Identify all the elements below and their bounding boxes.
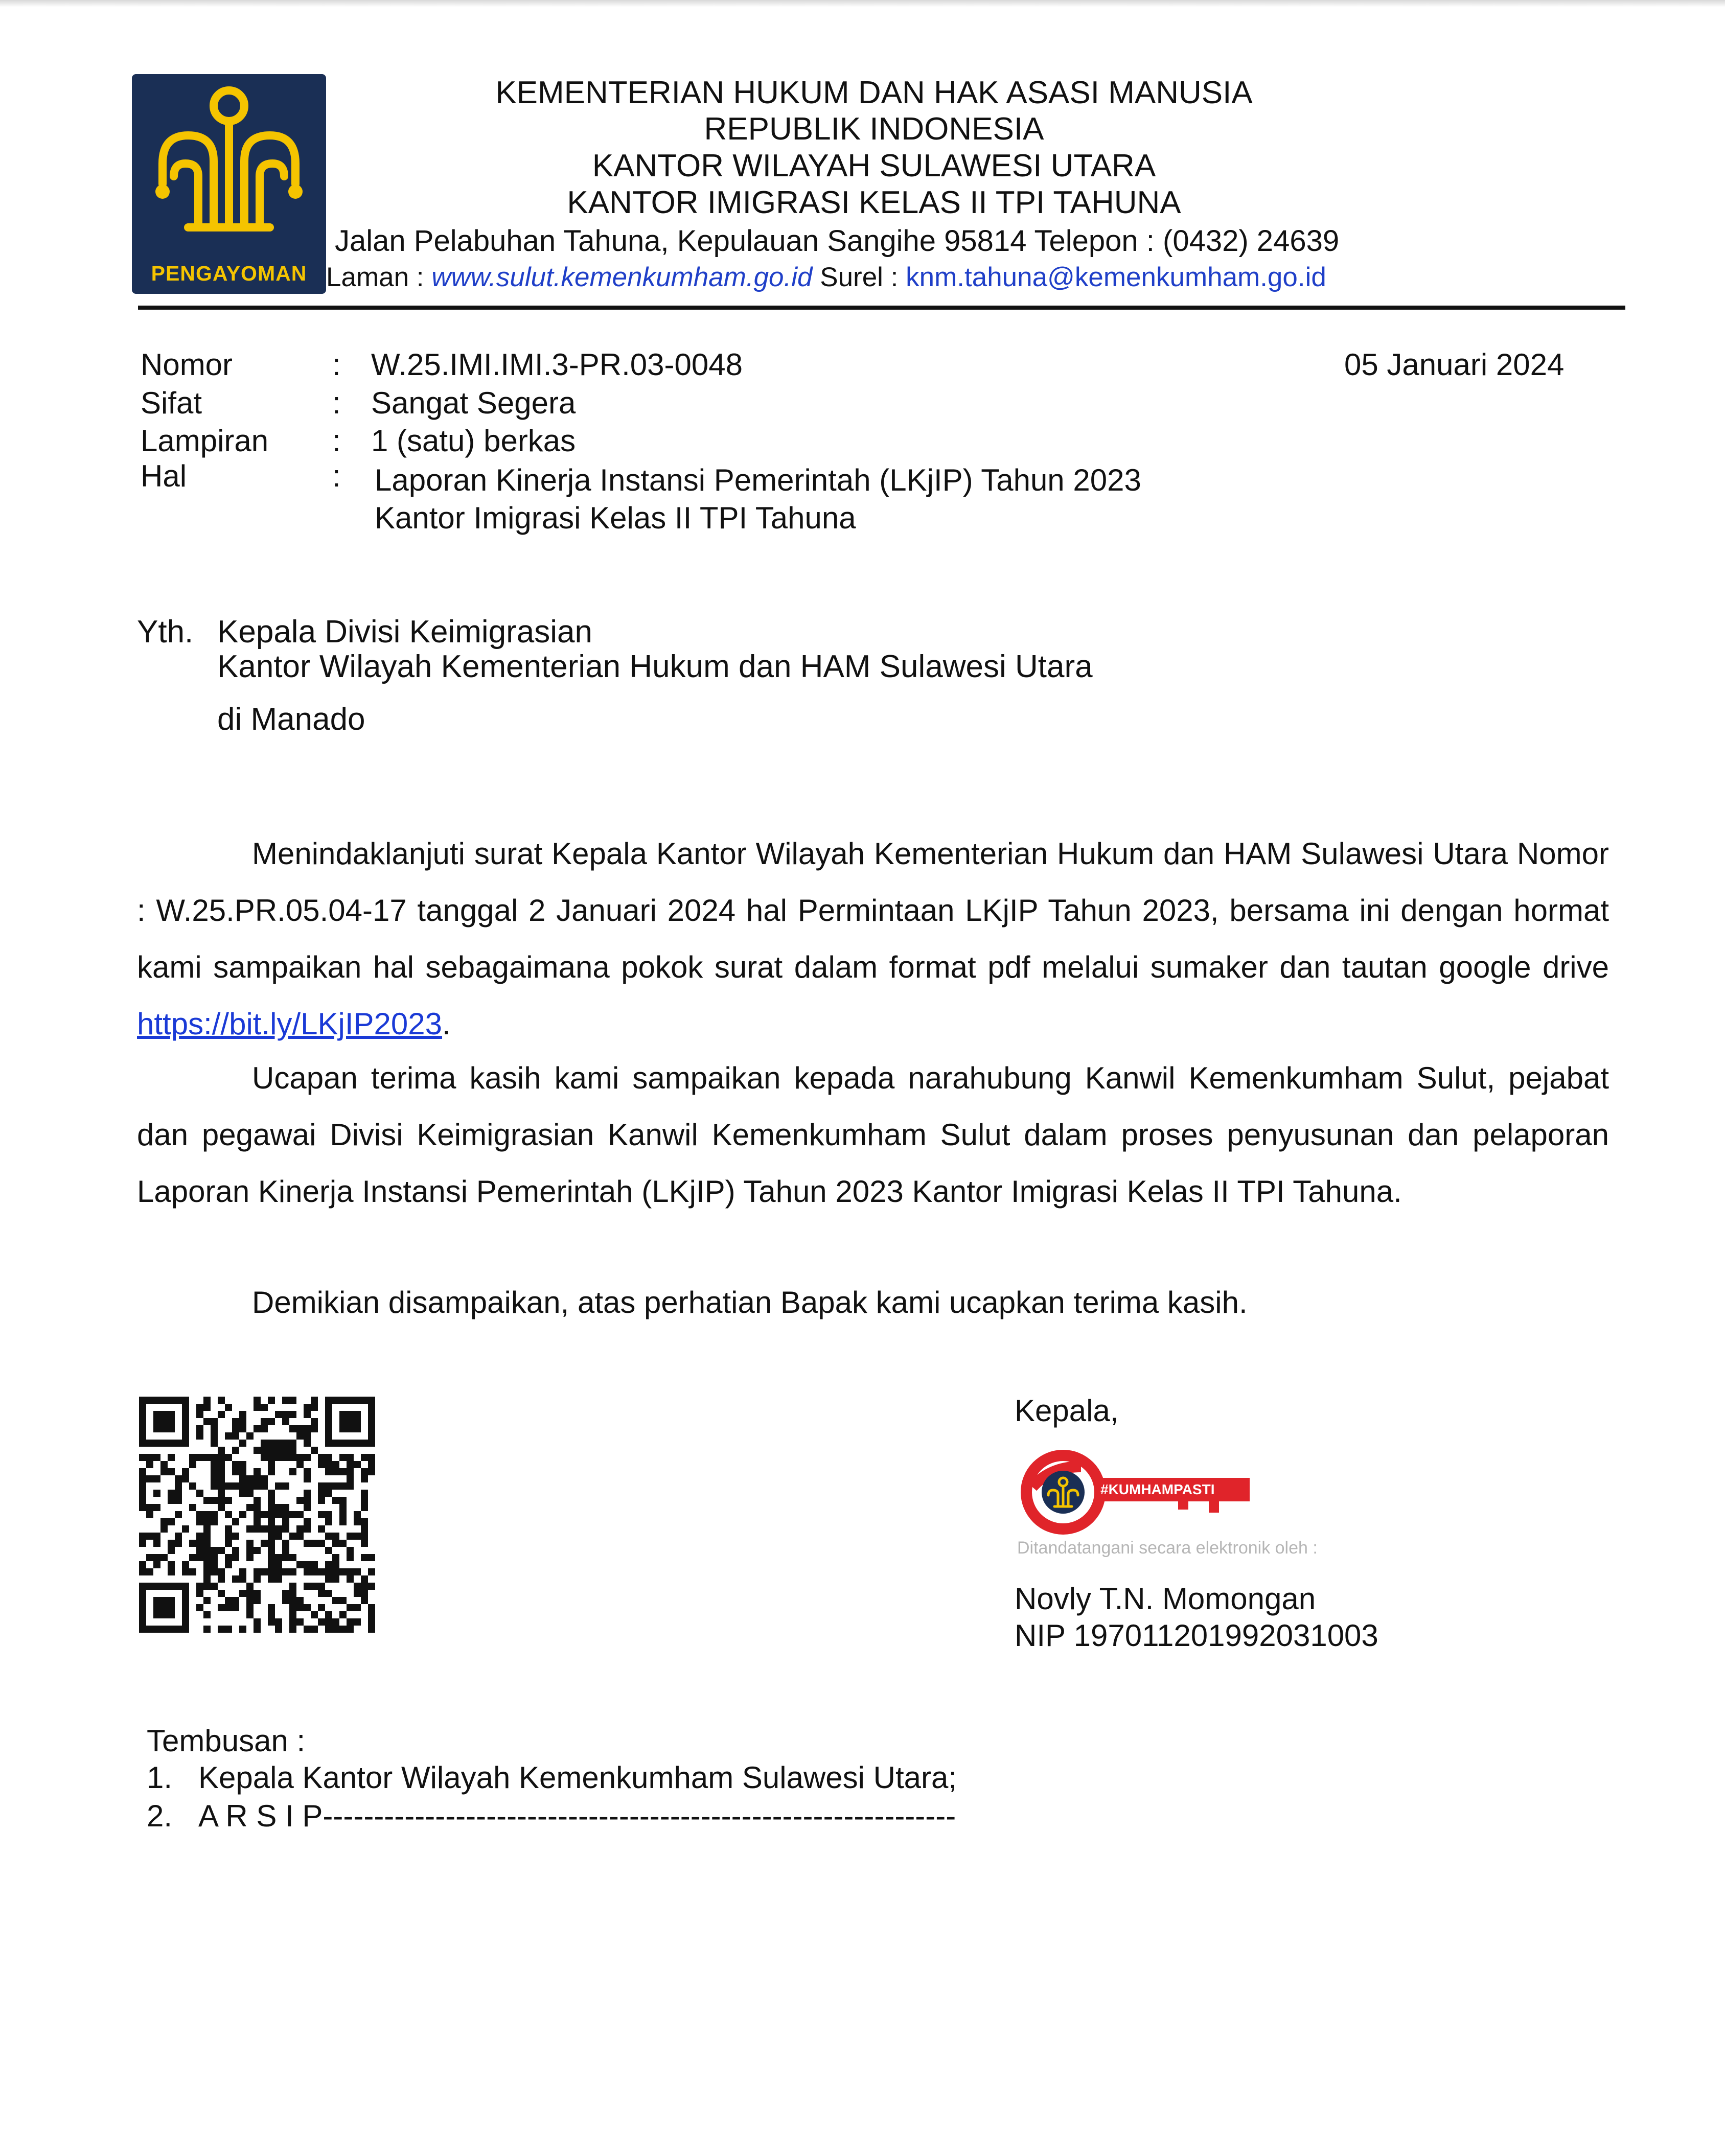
tembusan-title: Tembusan :	[147, 1724, 306, 1758]
lampiran-colon: :	[332, 424, 341, 458]
website-link[interactable]: www.sulut.kemenkumham.go.id	[431, 262, 813, 292]
paragraph-2-text: Ucapan terima kasih kami sampaikan kepada narahubung Kanwil Kemenkumham Sulut, pejabat dan pegawai Divisi Keimigrasian Kanwil Kemenkumham Sulut dalam proses penyusunan dan pelaporan Laporan Kinerja Instansi Pemerintah (LKjIP) Tahun 2023 Kantor Imigrasi Kelas II TPI Tahuna.	[137, 1061, 1609, 1209]
qr-code-icon	[139, 1397, 375, 1633]
addressee-city: di Manado	[217, 702, 365, 737]
tembusan-item-2: A R S I P--------------------------------------------------------------	[198, 1799, 956, 1833]
lampiran-label: Lampiran	[141, 424, 269, 458]
hal-colon: :	[332, 459, 341, 493]
lampiran-value: 1 (satu) berkas	[371, 424, 576, 458]
tembusan-item-1: Kepala Kantor Wilayah Kemenkumham Sulawesi Utara;	[198, 1760, 957, 1795]
hal-line-1: Laporan Kinerja Instansi Pemerintah (LKjIP) Tahun 2023	[375, 463, 1141, 497]
hal-line-2: Kantor Imigrasi Kelas II TPI Tahuna	[375, 501, 856, 535]
paragraph-1-end: .	[442, 1007, 451, 1041]
body-paragraph-2	[137, 1050, 1609, 1220]
email-link[interactable]: knm.tahuna@kemenkumham.go.id	[906, 262, 1326, 292]
kumhampasti-badge-icon	[1015, 1441, 1255, 1543]
sifat-label: Sifat	[141, 386, 202, 420]
body-paragraph-3	[137, 1274, 1609, 1331]
page-top-shadow	[0, 0, 1725, 7]
nomor-colon: :	[332, 347, 341, 382]
sifat-value: Sangat Segera	[371, 386, 576, 420]
badge-label: #KUMHAMPASTI	[1100, 1481, 1215, 1497]
google-drive-link[interactable]: https://bit.ly/LKjIP2023	[137, 1007, 443, 1041]
tembusan-item-1-number: 1.	[147, 1760, 173, 1795]
header-contact	[326, 260, 1326, 295]
body-paragraph-1	[137, 825, 1609, 1052]
tembusan-item-2-number: 2.	[147, 1799, 173, 1833]
addressee-office: Kantor Wilayah Kementerian Hukum dan HAM Sulawesi Utara	[217, 649, 1093, 684]
header-ministry: KEMENTERIAN HUKUM DAN HAK ASASI MANUSIA	[495, 75, 1253, 110]
pengayoman-tree-icon	[132, 74, 326, 253]
signer-nip: NIP 197011201992031003	[1015, 1618, 1378, 1653]
paragraph-1-text: Menindaklanjuti surat Kepala Kantor Wilayah Kementerian Hukum dan HAM Sulawesi Utara Nomor : W.25.PR.05.04-17 tanggal 2 Januari 2024 hal Permintaan LKjIP Tahun 2023, bersama ini dengan hormat kami sampaikan hal sebagaimana pokok surat dalam format pdf melalui sumaker dan tautan google drive	[137, 837, 1609, 984]
logo-label: PENGAYOMAN	[151, 262, 307, 285]
laman-label: Laman :	[326, 262, 432, 292]
hal-label: Hal	[141, 459, 187, 493]
signer-name: Novly T.N. Momongan	[1015, 1582, 1316, 1616]
ministry-logo	[132, 74, 326, 294]
letter-date: 05 Januari 2024	[1344, 347, 1565, 382]
surel-label: Surel :	[812, 262, 906, 292]
header-immigration-office: KANTOR IMIGRASI KELAS II TPI TAHUNA	[567, 185, 1181, 220]
e-signature-caption: Ditandatangani secara elektronik oleh :	[1017, 1538, 1318, 1558]
addressee-position: Kepala Divisi Keimigrasian	[217, 614, 592, 650]
header-country: REPUBLIK INDONESIA	[704, 111, 1044, 147]
sifat-colon: :	[332, 386, 341, 420]
nomor-value: W.25.IMI.IMI.3-PR.03-0048	[371, 347, 743, 382]
nomor-label: Nomor	[141, 347, 233, 382]
signature-title: Kepala,	[1015, 1394, 1119, 1428]
header-divider	[138, 306, 1625, 310]
header-address: Jalan Pelabuhan Tahuna, Kepulauan Sangihe 95814 Telepon : (0432) 24639	[335, 224, 1340, 258]
paragraph-3-text: Demikian disampaikan, atas perhatian Bapak kami ucapkan terima kasih.	[252, 1285, 1248, 1319]
yth-label: Yth.	[137, 614, 194, 650]
header-regional-office: KANTOR WILAYAH SULAWESI UTARA	[592, 148, 1156, 183]
